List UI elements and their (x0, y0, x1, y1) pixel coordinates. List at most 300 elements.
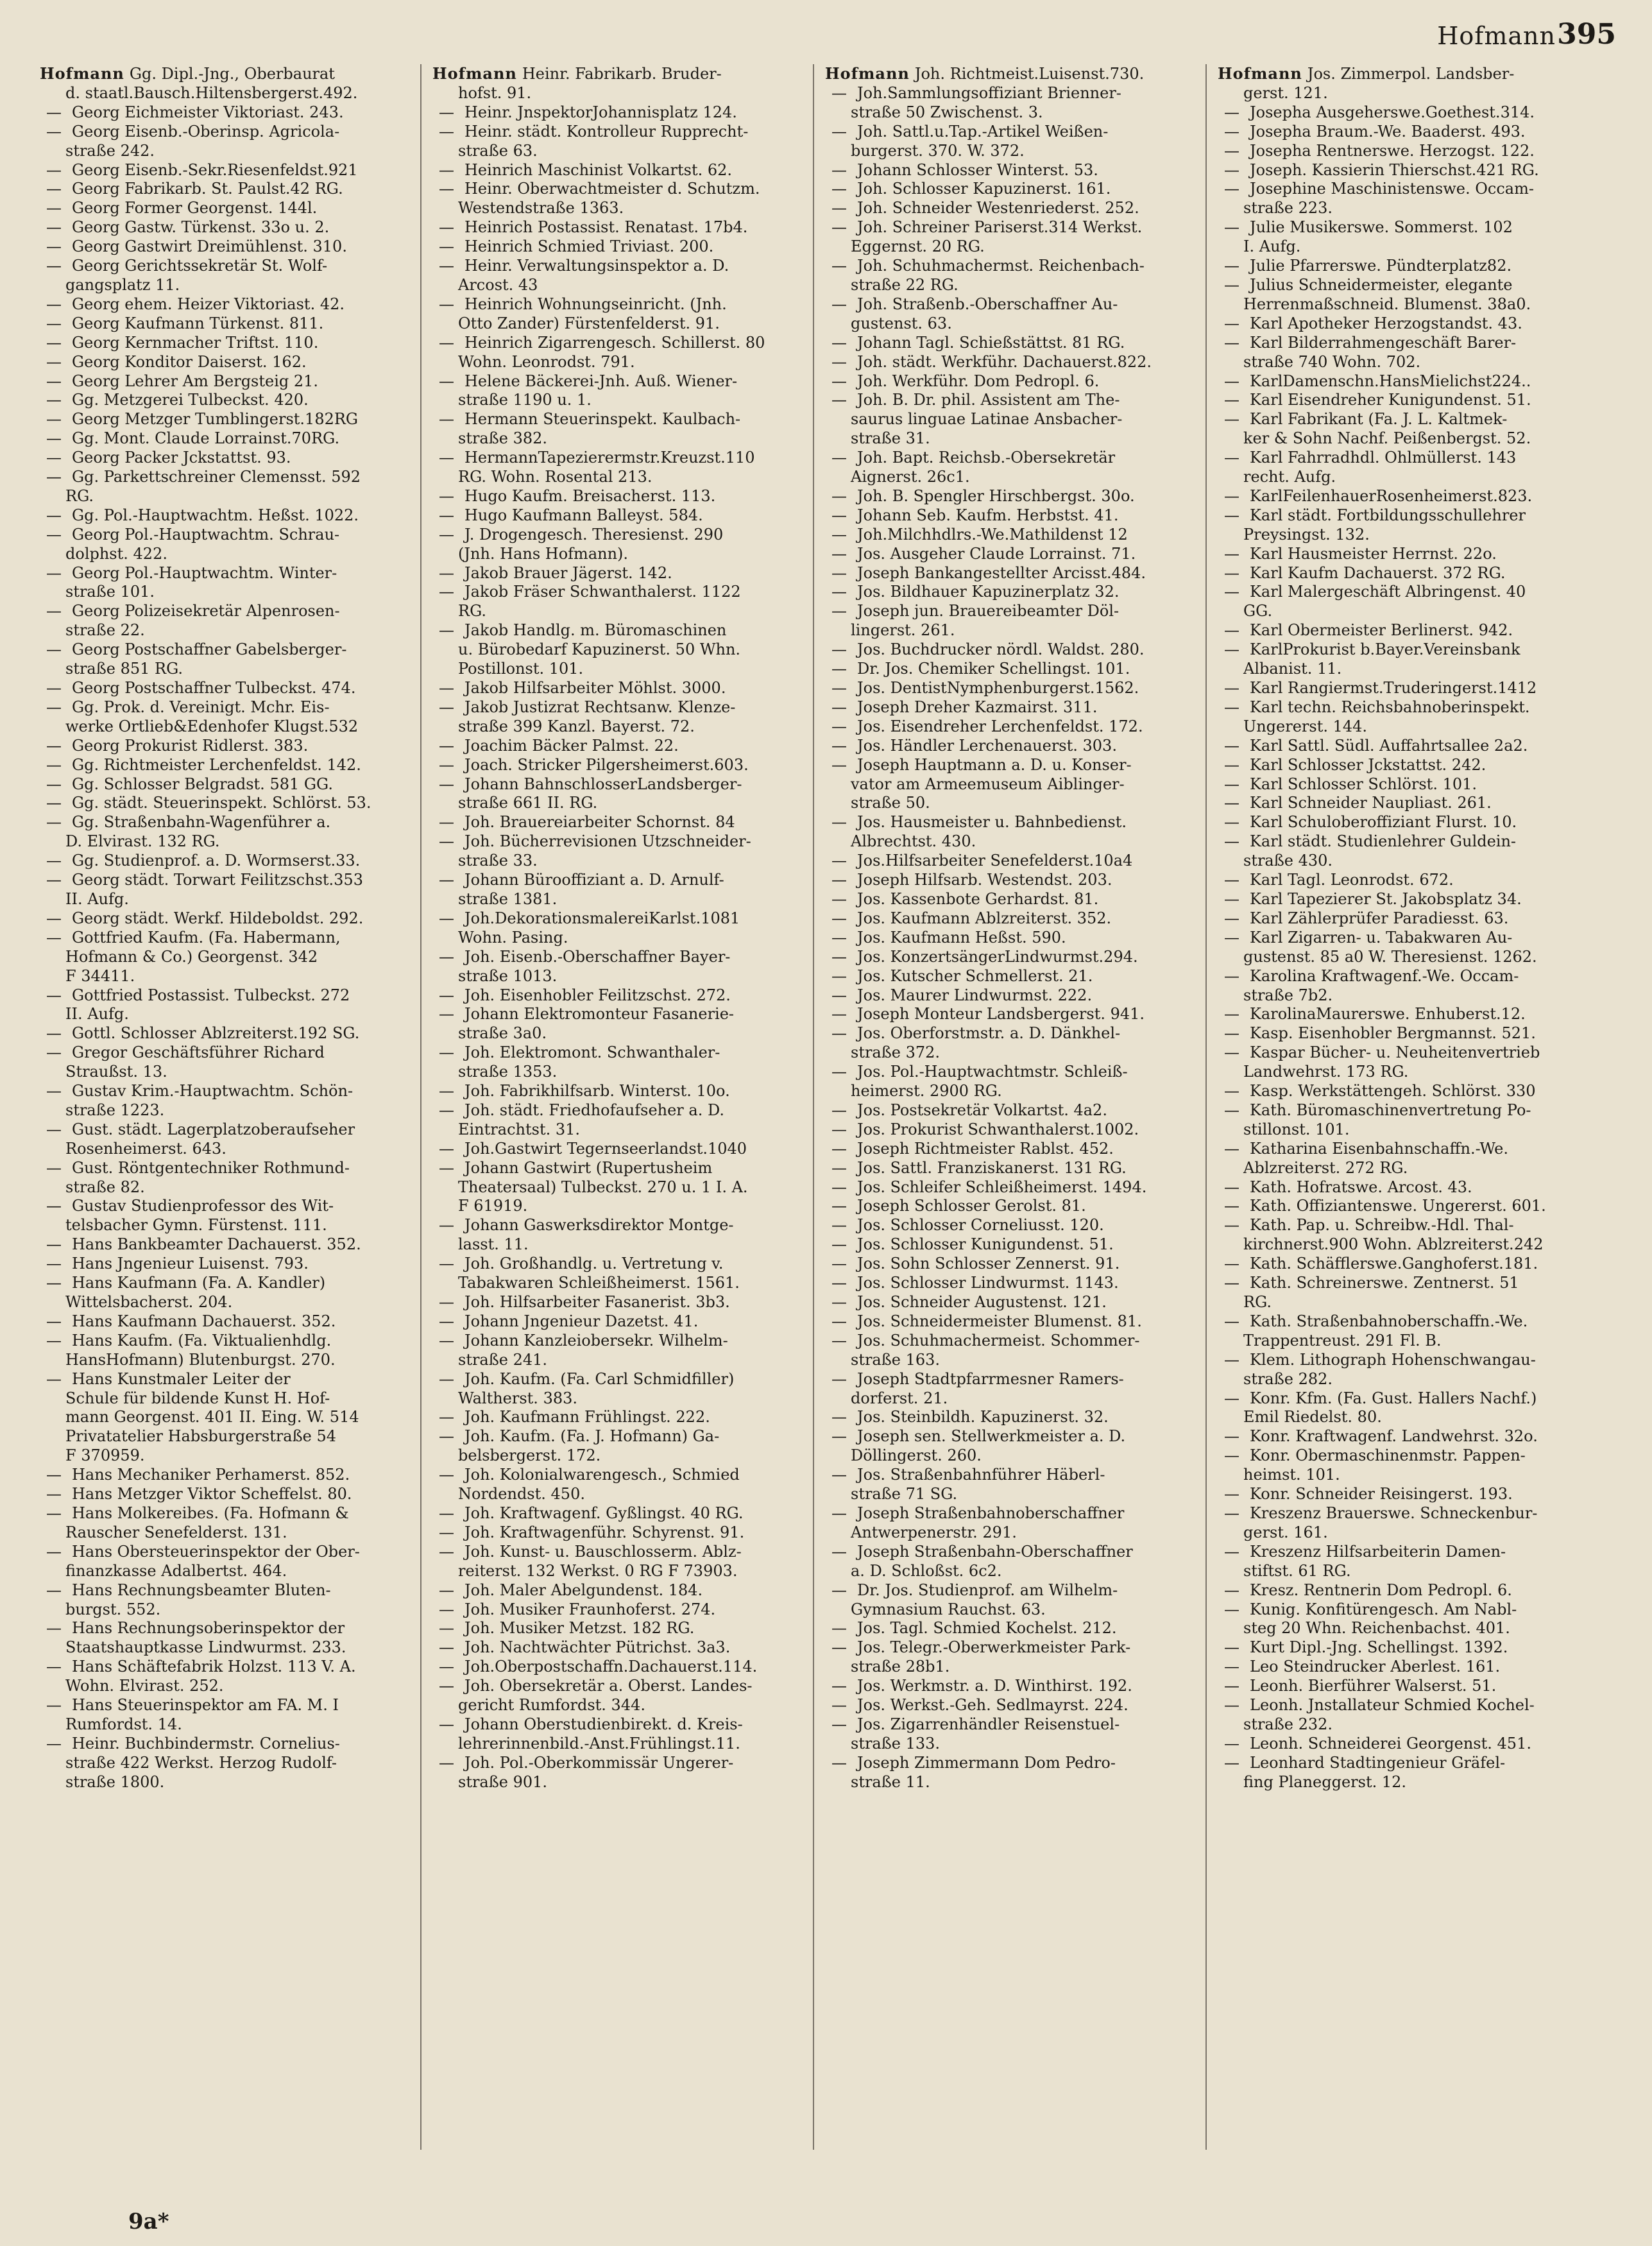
directory-entry-line (40, 890, 414, 909)
entry-text: Eintrachtst. 31. (458, 1120, 581, 1138)
directory-entry-line (432, 468, 806, 487)
ditto-dash: — (46, 468, 62, 486)
ditto-dash: — (439, 1427, 454, 1446)
directory-entry-line (825, 1043, 1199, 1063)
directory-entry-line (432, 1120, 806, 1140)
directory-entry-line (825, 1293, 1199, 1312)
ditto-dash: — (831, 506, 847, 524)
ditto-dash: — (831, 1696, 847, 1715)
ditto-dash: — (831, 1178, 847, 1196)
ditto-dash: — (439, 621, 454, 640)
entry-text: Joseph Zimmermann Dom Pedro- (857, 1753, 1116, 1772)
ditto-dash: — (831, 640, 847, 659)
directory-entry-line (40, 1619, 414, 1638)
entry-text: burgerst. 370. W. 372. (851, 141, 1025, 160)
ditto-dash: — (46, 410, 62, 429)
ditto-dash: — (831, 352, 847, 371)
ditto-dash: — (439, 449, 454, 467)
entry-text: Wittelsbacherst. 204. (65, 1293, 233, 1311)
directory-entry-line (1218, 1370, 1592, 1389)
entry-text: Joh. Maler Abelgundenst. 184. (464, 1581, 703, 1599)
directory-entry-line (1218, 1024, 1592, 1043)
entry-text: Kresz. Rentnerin Dom Pedropl. 6. (1250, 1581, 1512, 1599)
directory-entry-line (40, 334, 414, 353)
entry-text: F 370959. (65, 1446, 145, 1465)
ditto-dash: — (439, 122, 454, 141)
directory-entry-line (432, 1178, 806, 1197)
ditto-dash: — (1224, 909, 1239, 927)
entry-text: Gymnasium Rauchst. 63. (851, 1600, 1046, 1618)
directory-entry-line (1218, 1696, 1592, 1715)
ditto-dash: — (439, 295, 454, 313)
ditto-dash: — (831, 544, 847, 563)
directory-entry-line (432, 1658, 806, 1677)
entry-text: straße 71 SG. (851, 1485, 958, 1504)
directory-entry-line (825, 314, 1199, 334)
directory-entry-line (432, 621, 806, 640)
directory-entry-line (432, 372, 806, 391)
entry-text: Hans Kunstmaler Leiter der (72, 1369, 291, 1388)
entry-text: Jos. Sattl. Franziskanerst. 131 RG. (857, 1158, 1127, 1177)
directory-entry-line (40, 1293, 414, 1312)
ditto-dash: — (831, 122, 847, 141)
entry-text: Jos. Schlosser Kunigundenst. 51. (857, 1235, 1114, 1254)
ditto-dash: — (46, 103, 62, 121)
directory-entry-line (432, 1638, 806, 1658)
entry-text: Georg Postschaffner Tulbeckst. 474. (72, 679, 356, 697)
ditto-dash: — (1224, 813, 1239, 832)
entry-text: Dr. Jos. Chemiker Schellingst. 101. (857, 660, 1130, 678)
entry-text: Jakob Hilfsarbeiter Möhlst. 3000. (464, 679, 726, 697)
directory-entry-line (1218, 832, 1592, 852)
ditto-dash: — (46, 1466, 62, 1484)
entry-text: reiterst. 132 Werkst. 0 RG F 73903. (458, 1561, 738, 1580)
directory-entry-line (40, 1120, 414, 1140)
directory-entry-line (825, 794, 1199, 813)
directory-entry-line (432, 218, 806, 237)
entry-text: Gustav Studienprofessor des Wit- (72, 1197, 334, 1215)
entry-text: RG. (458, 602, 487, 621)
entry-text: Gottl. Schlosser Ablzreiterst.192 SG. (72, 1024, 360, 1043)
entry-text: Jos. Schlosser Lindwurmst. 1143. (857, 1274, 1119, 1292)
entry-text: HermannTapezierermstr.Kreuzst.110 (464, 449, 755, 467)
ditto-dash: — (831, 1504, 847, 1522)
directory-entry-line (432, 161, 806, 180)
ditto-dash: — (1224, 1255, 1239, 1273)
directory-entry-line (432, 1082, 806, 1101)
entry-text: Gg. Metzgerei Tulbeckst. 420. (72, 391, 309, 409)
directory-entry-line (1218, 1773, 1592, 1792)
directory-entry-line (1218, 1178, 1592, 1197)
ditto-dash: — (831, 1197, 847, 1215)
entry-text: Joseph Richtmeister Rablst. 452. (857, 1139, 1114, 1158)
directory-entry-line (40, 199, 414, 218)
directory-entry-line (825, 1159, 1199, 1178)
entry-text: Ungererst. 144. (1243, 717, 1368, 735)
ditto-dash: — (1224, 1389, 1239, 1407)
directory-entry-line (1218, 1101, 1592, 1120)
entry-text: Joseph Hilfsarb. Westendst. 203. (857, 871, 1112, 889)
ditto-dash: — (439, 871, 454, 889)
entry-text: Karl städt. Studienlehrer Guldein- (1250, 832, 1517, 851)
ditto-dash: — (439, 1638, 454, 1657)
entry-text: Georg Gastw. Türkenst. 33o u. 2. (72, 218, 330, 237)
entry-text: Otto Zander) Fürstenfelderst. 91. (458, 314, 720, 332)
entry-text: Joh. Musiker Metzst. 182 RG. (464, 1619, 695, 1638)
directory-entry-line (40, 852, 414, 871)
ditto-dash: — (46, 1369, 62, 1388)
entry-text: straße 11. (851, 1772, 930, 1791)
entry-text: u. Bürobedarf Kapuzinerst. 50 Whn. (458, 640, 741, 659)
entry-text: Albanist. 11. (1243, 660, 1342, 678)
ditto-dash: — (1224, 372, 1239, 390)
ditto-dash: — (46, 928, 62, 947)
entry-text: Joh. Bücherrevisionen Utzschneider- (464, 832, 751, 851)
ditto-dash: — (439, 160, 454, 179)
directory-entry-line (40, 775, 414, 794)
directory-entry-line (40, 564, 414, 583)
ditto-dash: — (46, 257, 62, 275)
entry-text: Karl Hausmeister Herrnst. 22o. (1250, 544, 1497, 563)
entry-text: Georg Kaufmann Türkenst. 811. (72, 314, 324, 332)
entry-text: heimerst. 2900 RG. (851, 1082, 1002, 1101)
entry-text: Joseph jun. Brauereibeamter Döl- (857, 602, 1120, 621)
ditto-dash: — (439, 1005, 454, 1024)
entry-text: Georg Kernmacher Triftst. 110. (72, 333, 319, 352)
entry-text: Rauscher Senefelderst. 131. (65, 1523, 287, 1541)
entry-text: werke Ortlieb&Edenhofer Klugst.532 (65, 717, 359, 735)
directory-entry-line (1218, 391, 1592, 410)
directory-entry-line (40, 487, 414, 506)
directory-entry-line (432, 1332, 806, 1351)
directory-entry-line (1218, 852, 1592, 871)
directory-entry-line (432, 909, 806, 929)
directory-entry-line (432, 679, 806, 698)
directory-entry-line (40, 1063, 414, 1082)
ditto-dash: — (46, 1619, 62, 1638)
directory-entry-line (1218, 372, 1592, 391)
entry-text: straße 223. (1243, 199, 1333, 218)
entry-text: straße 740 Wohn. 702. (1243, 352, 1421, 371)
ditto-dash: — (831, 295, 847, 313)
directory-entry-line (825, 1312, 1199, 1332)
ditto-dash: — (831, 563, 847, 582)
entry-text: Joseph Monteur Landsbergerst. 941. (857, 1005, 1145, 1024)
directory-entry-line (40, 1312, 414, 1332)
directory-entry-line (40, 1446, 414, 1466)
entry-text: straße 101. (65, 583, 155, 601)
entry-text: Jos. Kutscher Schmellerst. 21. (857, 966, 1093, 985)
directory-entry-line (432, 237, 806, 257)
entry-text: Kath. Büromaschinenvertretung Po- (1250, 1101, 1531, 1119)
ditto-dash: — (1224, 1024, 1239, 1043)
directory-entry-line (825, 813, 1199, 832)
ditto-dash: — (439, 506, 454, 524)
entry-text: Joseph Straßenbahn-Oberschaffner (857, 1542, 1133, 1561)
directory-entry-line (825, 468, 1199, 487)
ditto-dash: — (1224, 506, 1239, 524)
directory-entry-line (825, 1408, 1199, 1427)
directory-entry-line (825, 986, 1199, 1006)
directory-entry-line (432, 1005, 806, 1024)
directory-entry-line (1218, 276, 1592, 295)
entry-text: Heinrich Maschinist Volkartst. 62. (464, 160, 733, 179)
entry-text: Joh. B. Spengler Hirschbergst. 30o. (857, 486, 1135, 505)
ditto-dash: — (831, 1235, 847, 1254)
directory-entry-line (825, 717, 1199, 737)
entry-text: Karl Zählerprüfer Paradiesst. 63. (1250, 909, 1509, 927)
entry-text: burgst. 552. (65, 1600, 161, 1618)
ditto-dash: — (46, 391, 62, 409)
ditto-dash: — (1224, 928, 1239, 947)
entry-text: Jos. Sohn Schlosser Zennerst. 91. (857, 1255, 1120, 1273)
directory-entry-line (40, 948, 414, 967)
entry-text: Jos. Werkmstr. a. D. Winthirst. 192. (857, 1677, 1132, 1695)
entry-text: straße 399 Kanzl. Bayerst. 72. (458, 717, 695, 735)
entry-text: Helene Bäckerei-Jnh. Auß. Wiener- (464, 372, 738, 390)
directory-entry-line (1218, 218, 1592, 237)
directory-entry-line (432, 257, 806, 276)
entry-text: Heinrich Wohnungseinricht. (Jnh. (464, 295, 727, 313)
directory-entry-line (825, 640, 1199, 660)
entry-text: Karl Rangiermst.Truderingerst.1412 (1250, 679, 1537, 697)
directory-entry-line (432, 775, 806, 794)
directory-entry-line (432, 1543, 806, 1562)
directory-columns (40, 64, 1592, 2182)
entry-text: Josepha Ausgeherswe.Goethest.314. (1250, 103, 1535, 121)
entry-text: Hans Molkereibes. (Fa. Hofmann & (72, 1504, 349, 1522)
directory-entry-line (40, 526, 414, 545)
entry-text: Georg Konditor Daiserst. 162. (72, 352, 307, 371)
directory-entry-line (1218, 717, 1592, 737)
directory-entry-line (432, 1255, 806, 1274)
entry-text: straße 28b1. (851, 1658, 950, 1676)
entry-text: Joh. Hilfsarbeiter Fasanerist. 3b3. (464, 1293, 730, 1311)
entry-text: Joh. Obersekretär a. Oberst. Landes- (464, 1677, 753, 1695)
entry-text: straße 901. (458, 1772, 548, 1791)
ditto-dash: — (46, 449, 62, 467)
ditto-dash: — (439, 333, 454, 352)
entry-text: Jos. Buchdrucker nördl. Waldst. 280. (857, 640, 1145, 659)
directory-entry-line (40, 621, 414, 640)
entry-text: D. Elvirast. 132 RG. (65, 832, 220, 851)
ditto-dash: — (46, 199, 62, 218)
directory-entry-line (432, 1216, 806, 1235)
entry-text: Hans Obersteuerinspektor der Ober- (72, 1542, 360, 1561)
ditto-dash: — (831, 679, 847, 697)
ditto-dash: — (439, 1581, 454, 1599)
ditto-dash: — (831, 1677, 847, 1695)
entry-text: Klem. Lithograph Hohenschwangau- (1250, 1350, 1536, 1369)
entry-text: Johann Oberstudienbirekt. d. Kreis- (464, 1715, 743, 1733)
entry-text: Karl Schlosser Jckstattst. 242. (1250, 755, 1486, 774)
directory-entry-line (40, 698, 414, 717)
entry-text: Privatatelier Habsburgerstraße 54 (65, 1427, 337, 1446)
entry-text: Hofmann & Co.) Georgenst. 342 (65, 947, 318, 966)
ditto-dash: — (1224, 1082, 1239, 1101)
directory-entry-line (432, 1466, 806, 1485)
ditto-dash: — (1224, 141, 1239, 160)
entry-text: heimst. 101. (1243, 1466, 1340, 1484)
ditto-dash: — (46, 1024, 62, 1043)
entry-text: Hans Steuerinspektor am FA. M. I (72, 1696, 339, 1715)
ditto-dash: — (831, 525, 847, 544)
directory-entry-line (825, 1543, 1199, 1562)
entry-text: finanzkasse Adalbertst. 464. (65, 1561, 287, 1580)
ditto-dash: — (439, 1658, 454, 1676)
entry-text: Karl Fabrikant (Fa. J. L. Kaltmek- (1250, 410, 1508, 429)
entry-text: Theatersaal) Tulbeckst. 270 u. 1 I. A. (458, 1178, 748, 1196)
directory-entry-line (1218, 602, 1592, 621)
ditto-dash: — (831, 928, 847, 947)
entry-text: straße 1190 u. 1. (458, 391, 592, 409)
directory-entry-line (1218, 909, 1592, 929)
ditto-dash: — (1224, 275, 1239, 294)
entry-text: Georg Packer Jckstattst. 93. (72, 449, 291, 467)
ditto-dash: — (46, 602, 62, 621)
directory-entry-line (825, 1197, 1199, 1216)
ditto-dash: — (439, 755, 454, 774)
ditto-dash: — (1224, 698, 1239, 716)
entry-text: Jos. DentistNymphenburgerst.1562. (857, 679, 1139, 697)
ditto-dash: — (1224, 391, 1239, 409)
directory-entry-line (40, 660, 414, 679)
entry-text: Jos. Schuhmachermeist. Schommer- (857, 1331, 1140, 1350)
entry-text: Kunig. Konfitürengesch. Am Nabl- (1250, 1600, 1517, 1618)
ditto-dash: — (831, 218, 847, 237)
ditto-dash: — (831, 755, 847, 774)
directory-entry-line (825, 1351, 1199, 1370)
entry-text: Heinr. Oberwachtmeister d. Schutzm. (464, 180, 760, 198)
ditto-dash: — (1224, 1600, 1239, 1618)
directory-entry-line (825, 1562, 1199, 1581)
directory-entry-line (40, 1216, 414, 1235)
entry-text: Kasp. Eisenhobler Bergmannst. 521. (1250, 1024, 1536, 1043)
directory-entry-line (40, 410, 414, 429)
directory-entry-line (1218, 1332, 1592, 1351)
entry-text: Josepha Braum.-We. Baaderst. 493. (1250, 122, 1526, 141)
entry-text: Jos. Schneider Augustenst. 121. (857, 1293, 1107, 1311)
directory-entry-line (40, 429, 414, 449)
ditto-dash: — (831, 1139, 847, 1158)
directory-entry-line (432, 526, 806, 545)
entry-text: Joh. Kraftwagenführ. Schyrenst. 91. (464, 1523, 745, 1541)
ditto-dash: — (831, 1158, 847, 1177)
directory-entry-line (825, 1581, 1199, 1600)
directory-entry-line (432, 1063, 806, 1082)
directory-entry-line (1218, 64, 1592, 84)
ditto-dash: — (46, 525, 62, 544)
directory-entry-line (825, 909, 1199, 929)
directory-entry-line (432, 545, 806, 564)
directory-column-2 (432, 64, 806, 2182)
directory-entry-line (40, 1178, 414, 1197)
entry-text: Johann Elektromonteur Fasanerie- (464, 1005, 735, 1024)
entry-text: Julie Musikerswe. Sommerst. 102 (1250, 218, 1513, 237)
entry-text: Georg Pol.-Hauptwachtm. Winter- (72, 563, 337, 582)
entry-text: gerst. 121. (1243, 83, 1328, 102)
entry-text: gangsplatz 11. (65, 275, 180, 294)
entry-text: KarolinaMaurerswe. Enhuberst.12. (1250, 1005, 1526, 1024)
ditto-dash: — (831, 1216, 847, 1235)
directory-entry-line (1218, 257, 1592, 276)
entry-text: Gustav Krim.-Hauptwachtm. Schön- (72, 1082, 353, 1101)
directory-entry-line (40, 679, 414, 698)
ditto-dash: — (46, 813, 62, 832)
entry-text: Heinrich Zigarrengesch. Schillerst. 80 (464, 333, 765, 352)
directory-entry-line (432, 852, 806, 871)
entry-text: Georg Prokurist Ridlerst. 383. (72, 736, 309, 755)
ditto-dash: — (46, 1542, 62, 1561)
ditto-dash: — (831, 813, 847, 832)
directory-entry-line (1218, 84, 1592, 103)
entry-text: Joseph Hauptmann a. D. u. Konser- (857, 755, 1132, 774)
ditto-dash: — (831, 391, 847, 409)
directory-entry-line (1218, 1677, 1592, 1696)
entry-text: vator am Armeemuseum Aiblinger- (851, 775, 1125, 793)
directory-entry-line (40, 161, 414, 180)
entry-text: Gg. Dipl.-Jng., Oberbaurat (129, 65, 335, 83)
directory-entry-line (432, 794, 806, 813)
ditto-dash: — (1224, 180, 1239, 198)
ditto-dash: — (439, 736, 454, 755)
entry-text: straße 50. (851, 794, 930, 812)
directory-entry-line (1218, 353, 1592, 372)
entry-text: straße 22 RG. (851, 275, 958, 294)
ditto-dash: — (46, 1082, 62, 1101)
directory-entry-line (825, 1446, 1199, 1466)
entry-text: lehrerinnenbild.-Anst.Frühlingst.11. (458, 1734, 740, 1753)
entry-text: Staatshauptkasse Lindwurmst. 233. (65, 1638, 346, 1657)
directory-entry-line (1218, 775, 1592, 794)
directory-entry-line (40, 967, 414, 986)
directory-entry-line (1218, 1581, 1592, 1600)
ditto-dash: — (831, 449, 847, 467)
directory-entry-line (432, 391, 806, 410)
directory-entry-line (432, 890, 806, 909)
ditto-dash: — (46, 372, 62, 390)
directory-column-1 (40, 64, 414, 2182)
ditto-dash: — (439, 1677, 454, 1695)
entry-text: Landwehrst. 173 RG. (1243, 1063, 1409, 1081)
ditto-dash: — (831, 660, 847, 678)
entry-text: Joh. Fabrikhilfsarb. Winterst. 10o. (464, 1082, 730, 1101)
ditto-dash: — (831, 602, 847, 621)
directory-entry-line (432, 1504, 806, 1523)
entry-text: steg 20 Whn. Reichenbachst. 401. (1243, 1619, 1510, 1638)
entry-text: Hans Schäftefabrik Holzst. 113 V. A. (72, 1658, 356, 1676)
ditto-dash: — (1224, 1581, 1239, 1599)
directory-entry-line (825, 1063, 1199, 1082)
directory-entry-line (432, 1140, 806, 1159)
ditto-dash: — (46, 775, 62, 793)
directory-entry-line (825, 1120, 1199, 1140)
ditto-dash: — (831, 966, 847, 985)
entry-text: telsbacher Gymn. Fürstenst. 111. (65, 1216, 327, 1235)
directory-entry-line (432, 1619, 806, 1638)
ditto-dash: — (439, 486, 454, 505)
entry-text: Jos. Werkst.-Geh. Sedlmayrst. 224. (857, 1696, 1128, 1715)
entry-text: Gust. Röntgentechniker Rothmund- (72, 1158, 350, 1177)
directory-entry-line (40, 391, 414, 410)
entry-text: fing Planeggerst. 12. (1243, 1772, 1407, 1791)
directory-entry-line (432, 199, 806, 218)
directory-entry-line (1218, 1312, 1592, 1332)
directory-entry-line (825, 237, 1199, 257)
ditto-dash: — (831, 199, 847, 218)
entry-text: straße 382. (458, 429, 548, 448)
directory-entry-line (40, 295, 414, 314)
